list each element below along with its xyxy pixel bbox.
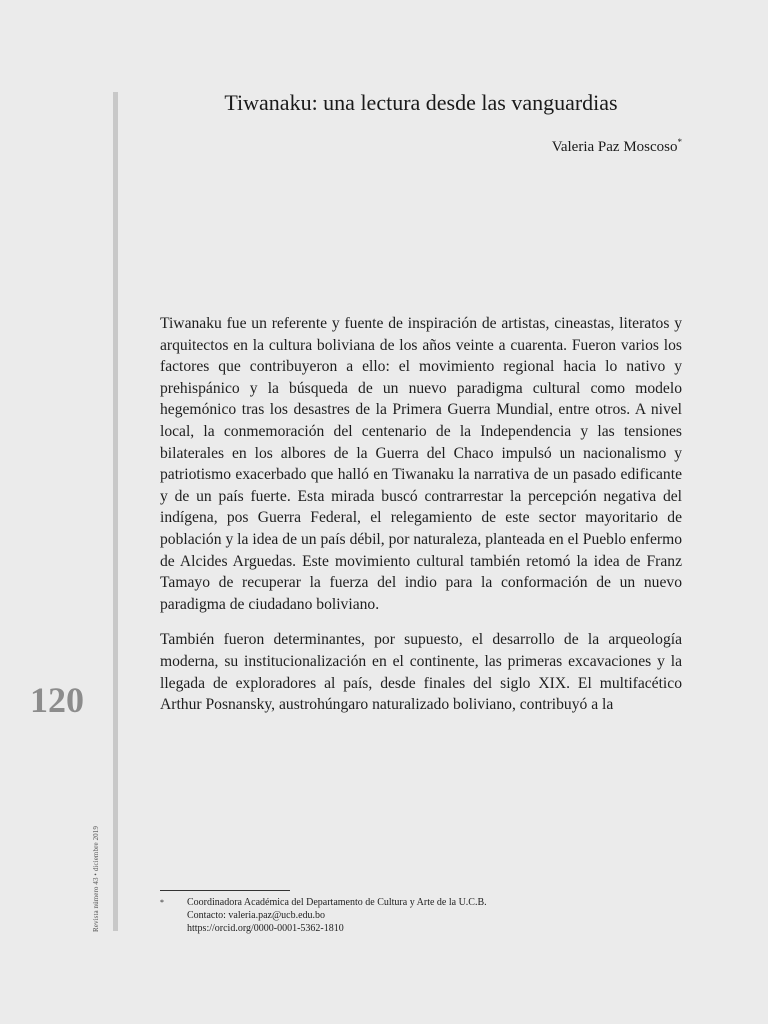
footnote — [160, 896, 682, 935]
footnote-orcid: https://orcid.org/0000-0001-5362-1810 — [187, 923, 344, 934]
footnote-contact: Contacto: valeria.paz@ucb.edu.bo — [187, 910, 326, 921]
article-body — [160, 313, 682, 730]
margin-rule — [113, 92, 118, 931]
author-name: Valeria Paz Moscoso — [551, 139, 678, 155]
footnote-affiliation: Coordinadora Académica del Departamento de Cultura y Arte de la U.C.B. — [187, 897, 487, 908]
article-title: Tiwanaku: una lectura desde las vanguardias — [224, 90, 618, 115]
page-number: 120 — [30, 680, 84, 720]
footnote-lines — [187, 896, 682, 935]
running-footer: Revista número 43 • diciembre 2019 — [92, 826, 100, 932]
footnote-marker: * — [160, 898, 164, 907]
author-line — [552, 137, 682, 157]
body-paragraph-2: También fueron determinantes, por supuesto, el desarrollo de la arqueología moderna, su institucionalización en el continente, las primeras excavaciones y la llegada de exploradores al país, desde finales del siglo XIX. El multifacético Arthur Posnansky, austrohúngaro naturalizado boliviano, contribuyó a la — [160, 631, 682, 714]
body-paragraph-1: Tiwanaku fue un referente y fuente de inspiración de artistas, cineastas, literatos y arquitectos en la cultura boliviana de los años veinte a cuarenta. Fueron varios los factores que contribuyeron a ello: el movimiento regional hacia lo nativo y prehispánico y la búsqueda de un nuevo paradigma cultural como modelo hegemónico tras los desastres de la Primera Guerra Mundial, entre otros. A nivel local, la conmemoración del centenario de la Independencia y las tensiones bilaterales en los albores de la Guerra del Chaco impulsó un nacionalismo y patriotismo exacerbado que halló en Tiwanaku la narrativa de un pasado edificante y de un país fuerte. Esta mirada buscó contrarrestar la percepción negativa del indígena, pos Guerra Federal, el relegamiento de este sector mayoritario de población y la idea de un país débil, por naturaleza, planteada en el Pueblo enfermo de Alcides Arguedas. Este movimiento cultural también retomó la idea de Franz Tamayo de recuperar la fuerza del indio para la conformación de un nuevo paradigma de ciudadano boliviano. — [160, 315, 682, 613]
footnote-rule — [160, 890, 290, 891]
author-note-marker: * — [677, 137, 682, 147]
